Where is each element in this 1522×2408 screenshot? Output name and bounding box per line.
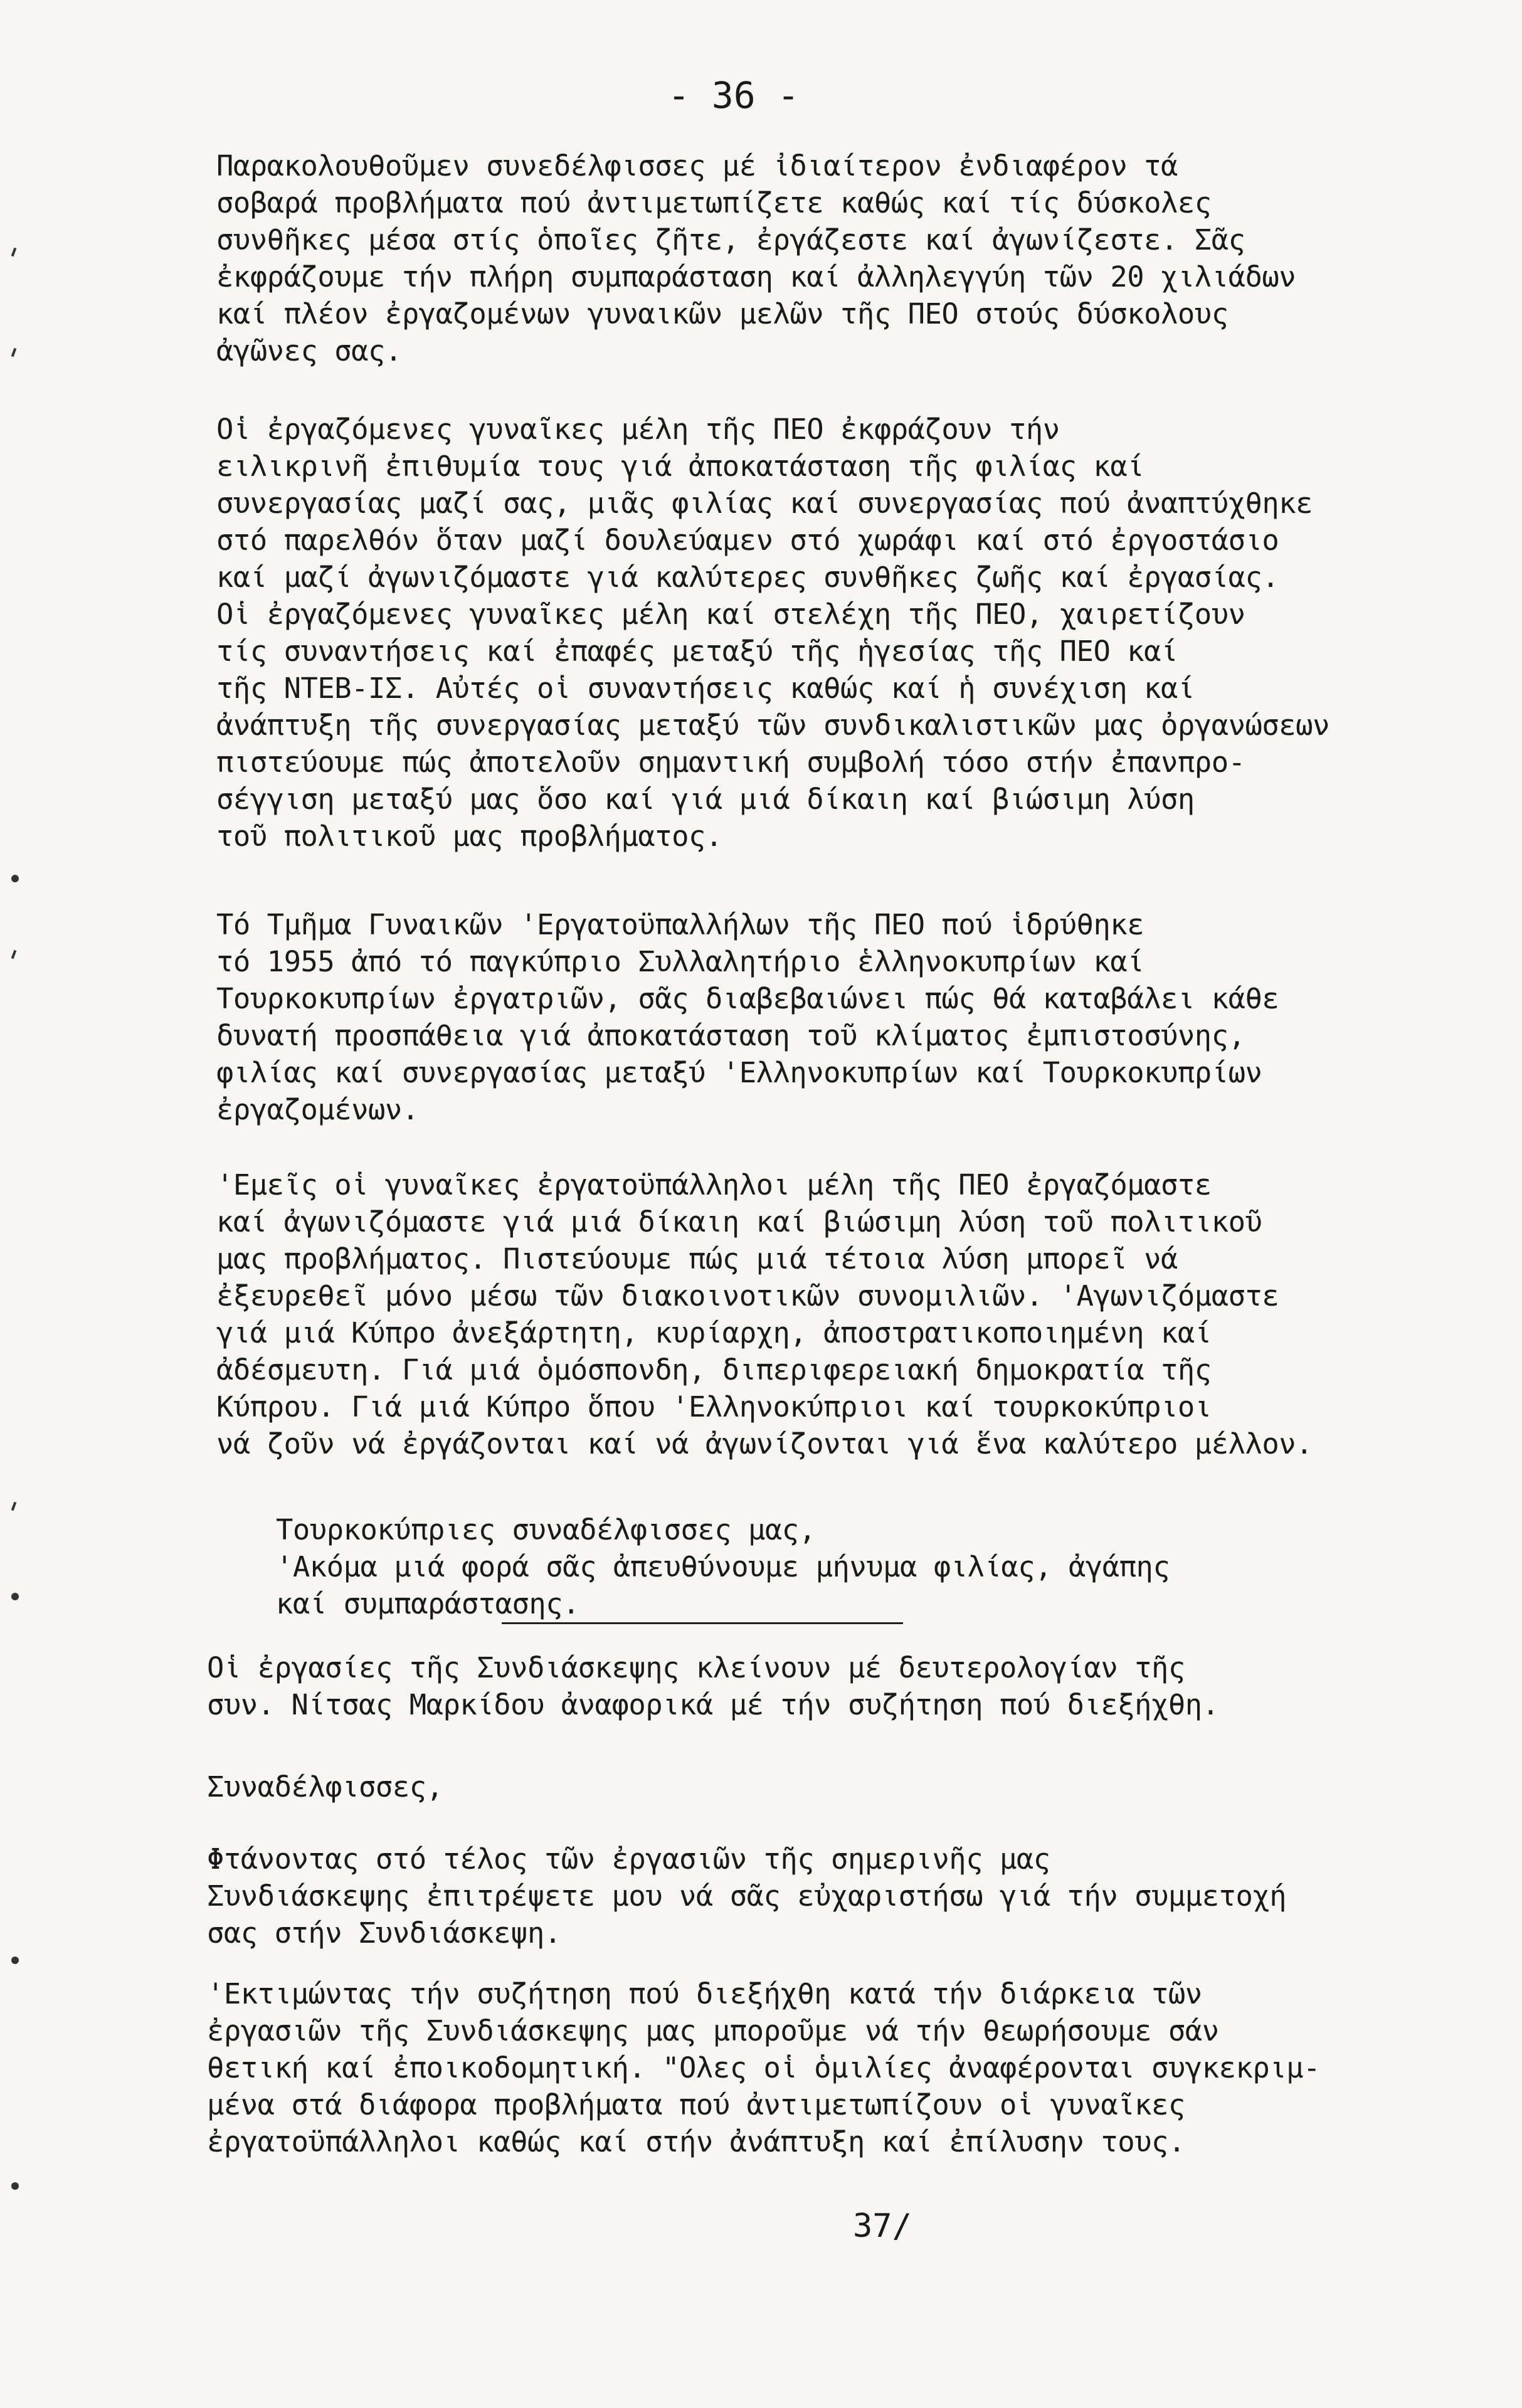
margin-mark (11, 1502, 17, 1511)
paragraph-5: Τουρκοκύπριες συναδέλφισσες μας, 'Ακόμα μιά φορά σᾶς ἀπευθύνουμε μήνυμα φιλίας, ἀγάπης καί συμπαράστασης. (276, 1513, 1170, 1620)
margin-mark (11, 950, 17, 959)
paragraph-2: Οἱ ἐργαζόμενες γυναῖκες μέλη τῆς ΠΕΟ ἐκφράζουν τήν ειλικρινῆ ἐπιθυμία τους γιά ἀποκατάσταση τῆς φιλίας καί συνεργασίας μαζί σας, μιᾶς φιλίας καί συνεργασίας πού ἀναπτύχθηκε στό παρελθόν ὅταν μαζί δουλεύαμεν στό χωράφι καί στό ἐργοστάσιο καί μαζί ἀγωνιζόμαστε γιά καλύτερες συνθῆκες ζωῆς καί ἐργασίας. Οἱ ἐργαζόμενες γυναῖκες μέλη καί στελέχη τῆς ΠΕΟ, χαιρετίζουν τίς συναντήσεις καί ἐπαφές μεταξύ τῆς ἡγεσίας τῆς ΠΕΟ καί τῆς ΝΤΕΒ-ΙΣ. Αὐτές οἱ συναντήσεις καθώς καί ἡ συνέχιση καί ἀνάπτυξη τῆς συνεργασίας μεταξύ τῶν συνδικαλιστικῶν μας ὀργανώσεων πιστεύουμε πώς ἀποτελοῦν σημαντική συμβολή τόσο στήν ἐπανπρο- σέγγιση μεταξύ μας ὅσο καί γιά μιά δίκαιη καί βιώσιμη λύση τοῦ πολιτικοῦ μας προβλήματος. (216, 413, 1329, 853)
margin-mark (11, 248, 17, 257)
margin-dot (11, 1956, 19, 1964)
salutation: Συναδέλφισσες, (207, 1770, 443, 1803)
paragraph-8: 'Εκτιμώντας τήν συζήτηση πού διεξήχθη κατά τήν διάρκεια τῶν ἐργασιῶν τῆς Συνδιάσκεψης μας μποροῦμε νά τήν θεωρήσουμε σάν θετική καί ἐποικοδομητική. "Ολες οἱ ὁμιλίες ἀναφέρονται συγκεκριμ- μένα στά διάφορα προβλήματα πού ἀντιμετωπίζουν οἱ γυναῖκες ἐργατοϋπάλληλοι καθώς καί στήν ἀνάπτυξη καί ἐπίλυσην τους. (207, 1977, 1320, 2158)
paragraph-1: Παρακολουθοῦμεν συνεδέλφισσες μέ ἰδιαίτερον ἐνδιαφέρον τά σοβαρά προβλήματα πού ἀντιμετωπίζετε καθώς καί τίς δύσκολες συνθῆκες μέσα στίς ὁποῖες ζῆτε, ἐργάζεστε καί ἀγωνίζεστε. Σᾶς ἐκφράζουμε τήν πλήρη συμπαράσταση καί ἀλληλεγγύη τῶν 20 χιλιάδων καί πλέον ἐργαζομένων γυναικῶν μελῶν τῆς ΠΕΟ στούς δύσκολους ἀγῶνες σας. (216, 149, 1296, 367)
page-number: - 36 - (668, 74, 800, 117)
separator-line (502, 1622, 903, 1624)
paragraph-4: 'Εμεῖς οἱ γυναῖκες ἐργατοϋπάλληλοι μέλη τῆς ΠΕΟ ἐργαζόμαστε καί ἀγωνιζόμαστε γιά μιά δίκαιη καί βιώσιμη λύση τοῦ πολιτικοῦ μας προβλήματος. Πιστεύουμε πώς μιά τέτοια λύση μπορεῖ νά ἐξευρεθεῖ μόνο μέσω τῶν διακοινοτικῶν συνομιλιῶν. 'Αγωνιζόμαστε γιά μιά Κύπρο ἀνεξάρτητη, κυρίαρχη, ἀποστρατικοποιημένη καί ἀδέσμευτη. Γιά μιά ὁμόσπονδη, διπεριφερειακή δημοκρατία τῆς Κύπρου. Γιά μιά Κύπρο ὅπου 'Ελληνοκύπριοι καί τουρκοκύπριοι νά ζοῦν νά ἐργάζονται καί νά ἀγωνίζονται γιά ἕνα καλύτερο μέλλον. (216, 1168, 1313, 1460)
continuation-ref: 37/ (853, 2207, 912, 2245)
margin-mark (11, 348, 17, 357)
paragraph-3: Τό Τμῆμα Γυναικῶν 'Εργατοϋπαλλήλων τῆς ΠΕΟ πού ἱδρύθηκε τό 1955 ἀπό τό παγκύπριο Συλλαλητήριο ἑλληνοκυπρίων καί Τουρκοκυπρίων ἐργατριῶν, σᾶς διαβεβαιώνει πώς θά καταβάλει κάθε δυνατή προσπάθεια γιά ἀποκατάσταση τοῦ κλίματος ἐμπιστοσύνης, φιλίας καί συνεργασίας μεταξύ 'Ελληνοκυπρίων καί Τουρκοκυπρίων ἐργαζομένων. (216, 908, 1279, 1126)
paragraph-6: Οἱ ἐργασίες τῆς Συνδιάσκεψης κλείνουν μέ δευτερολογίαν τῆς συν. Νίτσας Μαρκίδου ἀναφορικά μέ τήν συζήτηση πού διεξήχθη. (207, 1651, 1219, 1721)
margin-dot (11, 2182, 19, 2190)
margin-dot (11, 1593, 19, 1600)
paragraph-7: Φτάνοντας στό τέλος τῶν ἐργασιῶν τῆς σημερινῆς μας Συνδιάσκεψης ἐπιτρέψετε μου νά σᾶς εὐχαριστήσω γιά τήν συμμετοχή σας στήν Συνδιάσκεψη. (207, 1842, 1287, 1950)
margin-dot (11, 875, 19, 882)
